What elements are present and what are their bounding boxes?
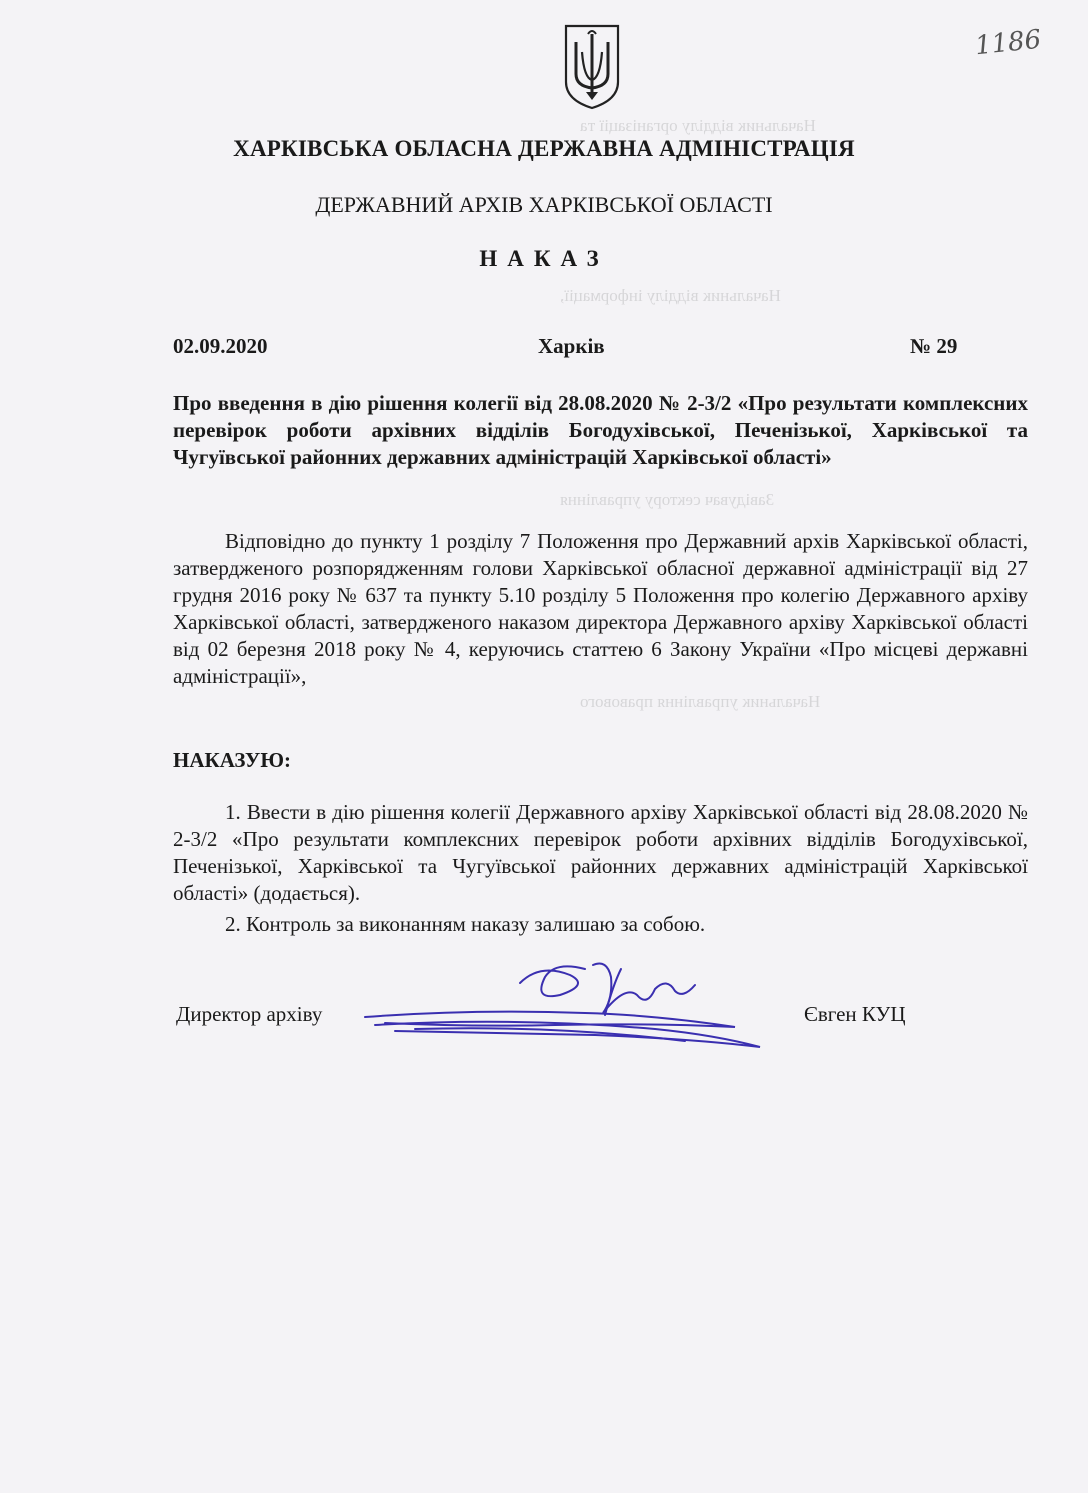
order-item-1: 1. Ввести в дію рішення колегії Державного архіву Харківської області від 28.08.2020 № 2-3/2 «Про результати комплексних перевірок роботи архівних відділів Богодухівської, Печенізької, Харківської та Чугуївської районних державних адміністрацій Харківської області» (додається).	[173, 800, 1028, 905]
administration-title: ХАРКІВСЬКА ОБЛАСНА ДЕРЖАВНА АДМІНІСТРАЦІЯ	[233, 136, 855, 161]
bleed-through-text: Завідувач сектору управління	[560, 490, 775, 509]
signatory-position: Директор архіву	[176, 1002, 323, 1026]
order-subject: Про введення в дію рішення колегії від 28.08.2020 № 2-3/2 «Про результати комплексних перевірок роботи архівних відділів Богодухівської, Печенізької, Харківської та Чугуївської районних державних адміністрацій Харківської області»	[173, 391, 1028, 469]
handwritten-signature-icon	[355, 955, 775, 1065]
bleed-through-text: Начальник відділу інформації,	[560, 286, 781, 305]
order-item-2: 2. Контроль за виконанням наказу залишаю за собою.	[225, 912, 706, 936]
bleed-through-text: Начальник управління правового	[580, 692, 821, 711]
document-type-title: НАКАЗ	[479, 246, 609, 271]
order-number: № 29	[910, 334, 958, 358]
page-number-handwritten: 1186	[973, 24, 1043, 62]
archive-title: ДЕРЖАВНИЙ АРХІВ ХАРКІВСЬКОЇ ОБЛАСТІ	[315, 192, 773, 217]
legal-basis-paragraph: Відповідно до пункту 1 розділу 7 Положення про Державний архів Харківської області, затвердженого розпорядженням голови Харківської обласної державної адміністрації від 27 грудня 2016 року № 637 та пункту 5.10 розділу 5 Положення про колегію Державного архіву Харківської області, затвердженого наказом директора Державного архіву Харківської області від 02 березня 2018 року № 4, керуючись статтею 6 Закону України «Про місцеві державні адміністрації»,	[173, 529, 1028, 688]
orders-label: НАКАЗУЮ:	[173, 748, 291, 772]
signatory-name: Євген КУЦ	[804, 1002, 906, 1026]
bleed-through-text: Начальник відділу організації та	[580, 116, 816, 135]
order-city: Харків	[538, 334, 605, 358]
trident-emblem-icon	[562, 22, 622, 110]
order-date: 02.09.2020	[173, 334, 268, 358]
